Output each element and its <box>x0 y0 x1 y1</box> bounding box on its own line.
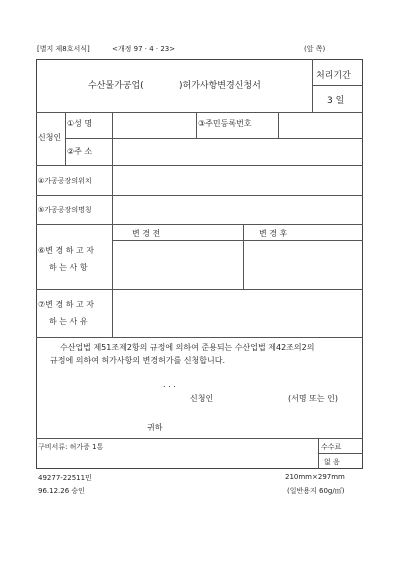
processing-period-label: 처리기간 <box>316 71 351 81</box>
statement-line-2: 규정에 의하여 허가사항의 변경허가를 신청합니다. <box>50 356 226 365</box>
change-reason-label-2: 하 는 사 유 <box>49 317 88 326</box>
before-change-header: 변 경 전 <box>132 229 161 238</box>
name-label: ①성 명 <box>67 119 93 128</box>
divider-change-header <box>112 240 363 241</box>
divider-location <box>36 195 363 196</box>
applicant-sign-label: 신청인 <box>190 394 214 403</box>
fee-label: 수수료 <box>321 443 342 451</box>
divider-change-reason <box>36 337 363 338</box>
paper-type: (일반용지 60g/㎡) <box>287 487 345 495</box>
form-code: 49277-22511민 <box>38 474 92 482</box>
page-side-label: (앞 쪽) <box>304 45 326 53</box>
divider-regno-value <box>278 112 279 138</box>
factory-location-label: ④가공공장의위치 <box>38 177 92 185</box>
divider-title <box>36 112 363 113</box>
statement-line-1: 수산업법 제51조제2항의 규정에 의하여 준용되는 수산업법 제42조의2의 <box>60 343 315 352</box>
addressee-label: 귀하 <box>147 423 163 432</box>
approval-date: 96.12.26 승인 <box>38 487 85 495</box>
divider-fee-vertical <box>318 438 319 469</box>
form-number: [별지 제8호서식] <box>37 45 90 53</box>
address-label: ②주 소 <box>67 147 93 156</box>
fee-value: 없 음 <box>324 458 340 466</box>
divider-statement <box>36 438 363 439</box>
processing-period-value: 3 일 <box>327 96 345 106</box>
change-reason-label-1: ⑦변 경 하 고 자 <box>38 300 94 309</box>
divider-title-vertical <box>312 59 313 112</box>
divider-processing <box>312 85 363 86</box>
change-items-label-2: 하 는 사 항 <box>49 263 88 272</box>
divider-label-column <box>112 112 113 337</box>
form-title-part2: )허가사항변경신청서 <box>179 81 261 91</box>
date-field: . . . <box>163 380 176 389</box>
divider-change-items <box>36 289 363 290</box>
divider-fee <box>318 453 363 454</box>
divider-name-row <box>65 138 363 139</box>
paper-size: 210mm×297mm <box>285 473 345 481</box>
factory-name-label: ⑤가공공장의명칭 <box>38 206 92 214</box>
signature-seal-label: (서명 또는 인) <box>288 394 338 403</box>
divider-applicant-label <box>65 112 66 165</box>
registration-number-label: ③주민등록번호 <box>198 119 252 128</box>
revision-note: <개정 97 · 4 · 23> <box>112 45 176 53</box>
divider-applicant <box>36 165 363 166</box>
divider-facility-name <box>36 224 363 225</box>
change-items-label-1: ⑥변 경 하 고 자 <box>38 246 94 255</box>
form-title-part1: 수산물가공업( <box>88 81 144 91</box>
divider-before-after <box>243 224 244 289</box>
required-documents: 구비서류: 허가증 1통 <box>38 443 104 451</box>
after-change-header: 변 경 후 <box>259 229 288 238</box>
divider-name-regno <box>196 112 197 138</box>
applicant-label: 신청인 <box>38 133 62 142</box>
